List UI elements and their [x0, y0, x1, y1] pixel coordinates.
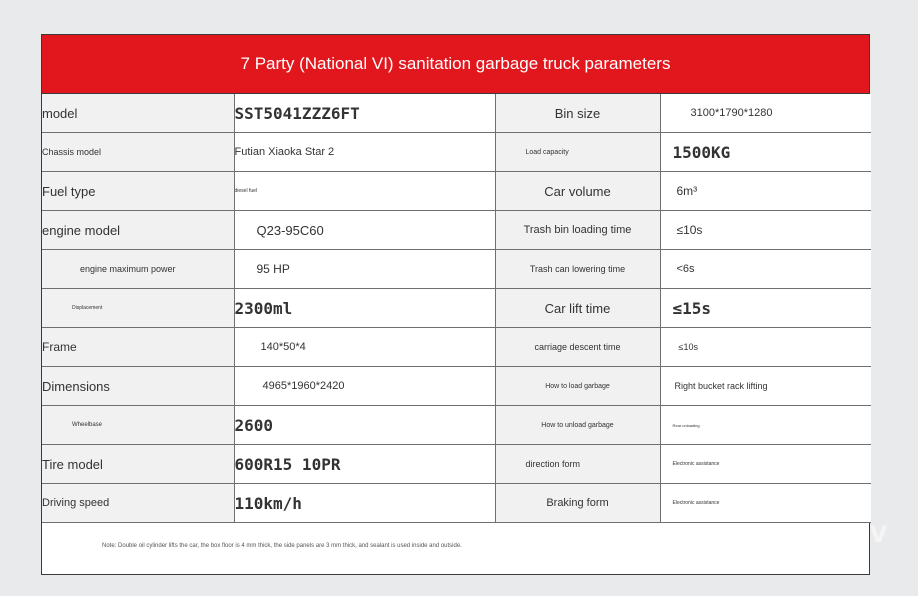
parameter-sheet — [41, 34, 870, 575]
param-value: <6s — [660, 250, 871, 289]
parameters-table — [42, 94, 871, 523]
param-value: 1500KG — [660, 133, 871, 172]
table-row — [42, 445, 871, 484]
param-value: Right bucket rack lifting — [660, 367, 871, 406]
param-label: Load capacity — [495, 133, 660, 172]
table-row — [42, 367, 871, 406]
param-label: Driving speed — [42, 484, 234, 523]
param-value: 6m³ — [660, 172, 871, 211]
param-value: Q23-95C60 — [234, 211, 495, 250]
table-row — [42, 172, 871, 211]
table-row — [42, 484, 871, 523]
param-value: 140*50*4 — [234, 328, 495, 367]
param-label: Tire model — [42, 445, 234, 484]
param-label: direction form — [495, 445, 660, 484]
param-label: Trash can lowering time — [495, 250, 660, 289]
table-row — [42, 250, 871, 289]
param-label: Displacement — [42, 289, 234, 328]
param-value: 110km/h — [234, 484, 495, 523]
table-row — [42, 133, 871, 172]
param-label: Braking form — [495, 484, 660, 523]
param-value: ≤10s — [660, 328, 871, 367]
param-value: Rear unloading — [660, 406, 871, 445]
param-value: ≤15s — [660, 289, 871, 328]
sheet-title: 7 Party (National VI) sanitation garbage truck parameters — [42, 35, 869, 94]
param-label: Chassis model — [42, 133, 234, 172]
param-value: 600R15 10PR — [234, 445, 495, 484]
table-row — [42, 328, 871, 367]
param-value: 2600 — [234, 406, 495, 445]
param-label: Dimensions — [42, 367, 234, 406]
param-label: Car volume — [495, 172, 660, 211]
param-label: Wheelbase — [42, 406, 234, 445]
param-value: SST5041ZZZ6FT — [234, 94, 495, 133]
param-value: 3100*1790*1280 — [660, 94, 871, 133]
param-label: engine maximum power — [42, 250, 234, 289]
watermark-logo-icon — [868, 516, 896, 560]
param-value: Electronic assistance — [660, 445, 871, 484]
param-label: model — [42, 94, 234, 133]
param-label: Frame — [42, 328, 234, 367]
param-label: How to load garbage — [495, 367, 660, 406]
param-value: 2300ml — [234, 289, 495, 328]
param-value: 4965*1960*2420 — [234, 367, 495, 406]
param-value: ≤10s — [660, 211, 871, 250]
param-label: carriage descent time — [495, 328, 660, 367]
param-value: 95 HP — [234, 250, 495, 289]
table-row — [42, 406, 871, 445]
footnote: Note: Double oil cylinder lifts the car, the box floor is 4 mm thick, the side panels are 3 mm thick, and sealant is used inside and outside. — [102, 543, 462, 549]
param-label: Fuel type — [42, 172, 234, 211]
param-label: How to unload garbage — [495, 406, 660, 445]
param-label: Bin size — [495, 94, 660, 133]
param-label: Car lift time — [495, 289, 660, 328]
param-value: Futian Xiaoka Star 2 — [234, 133, 495, 172]
table-row — [42, 94, 871, 133]
param-label: Trash bin loading time — [495, 211, 660, 250]
param-value: Electronic assistance — [660, 484, 871, 523]
table-row — [42, 289, 871, 328]
param-label: engine model — [42, 211, 234, 250]
param-value: diesel fuel — [234, 172, 495, 211]
table-row — [42, 211, 871, 250]
svg-text:V: V — [870, 523, 888, 548]
